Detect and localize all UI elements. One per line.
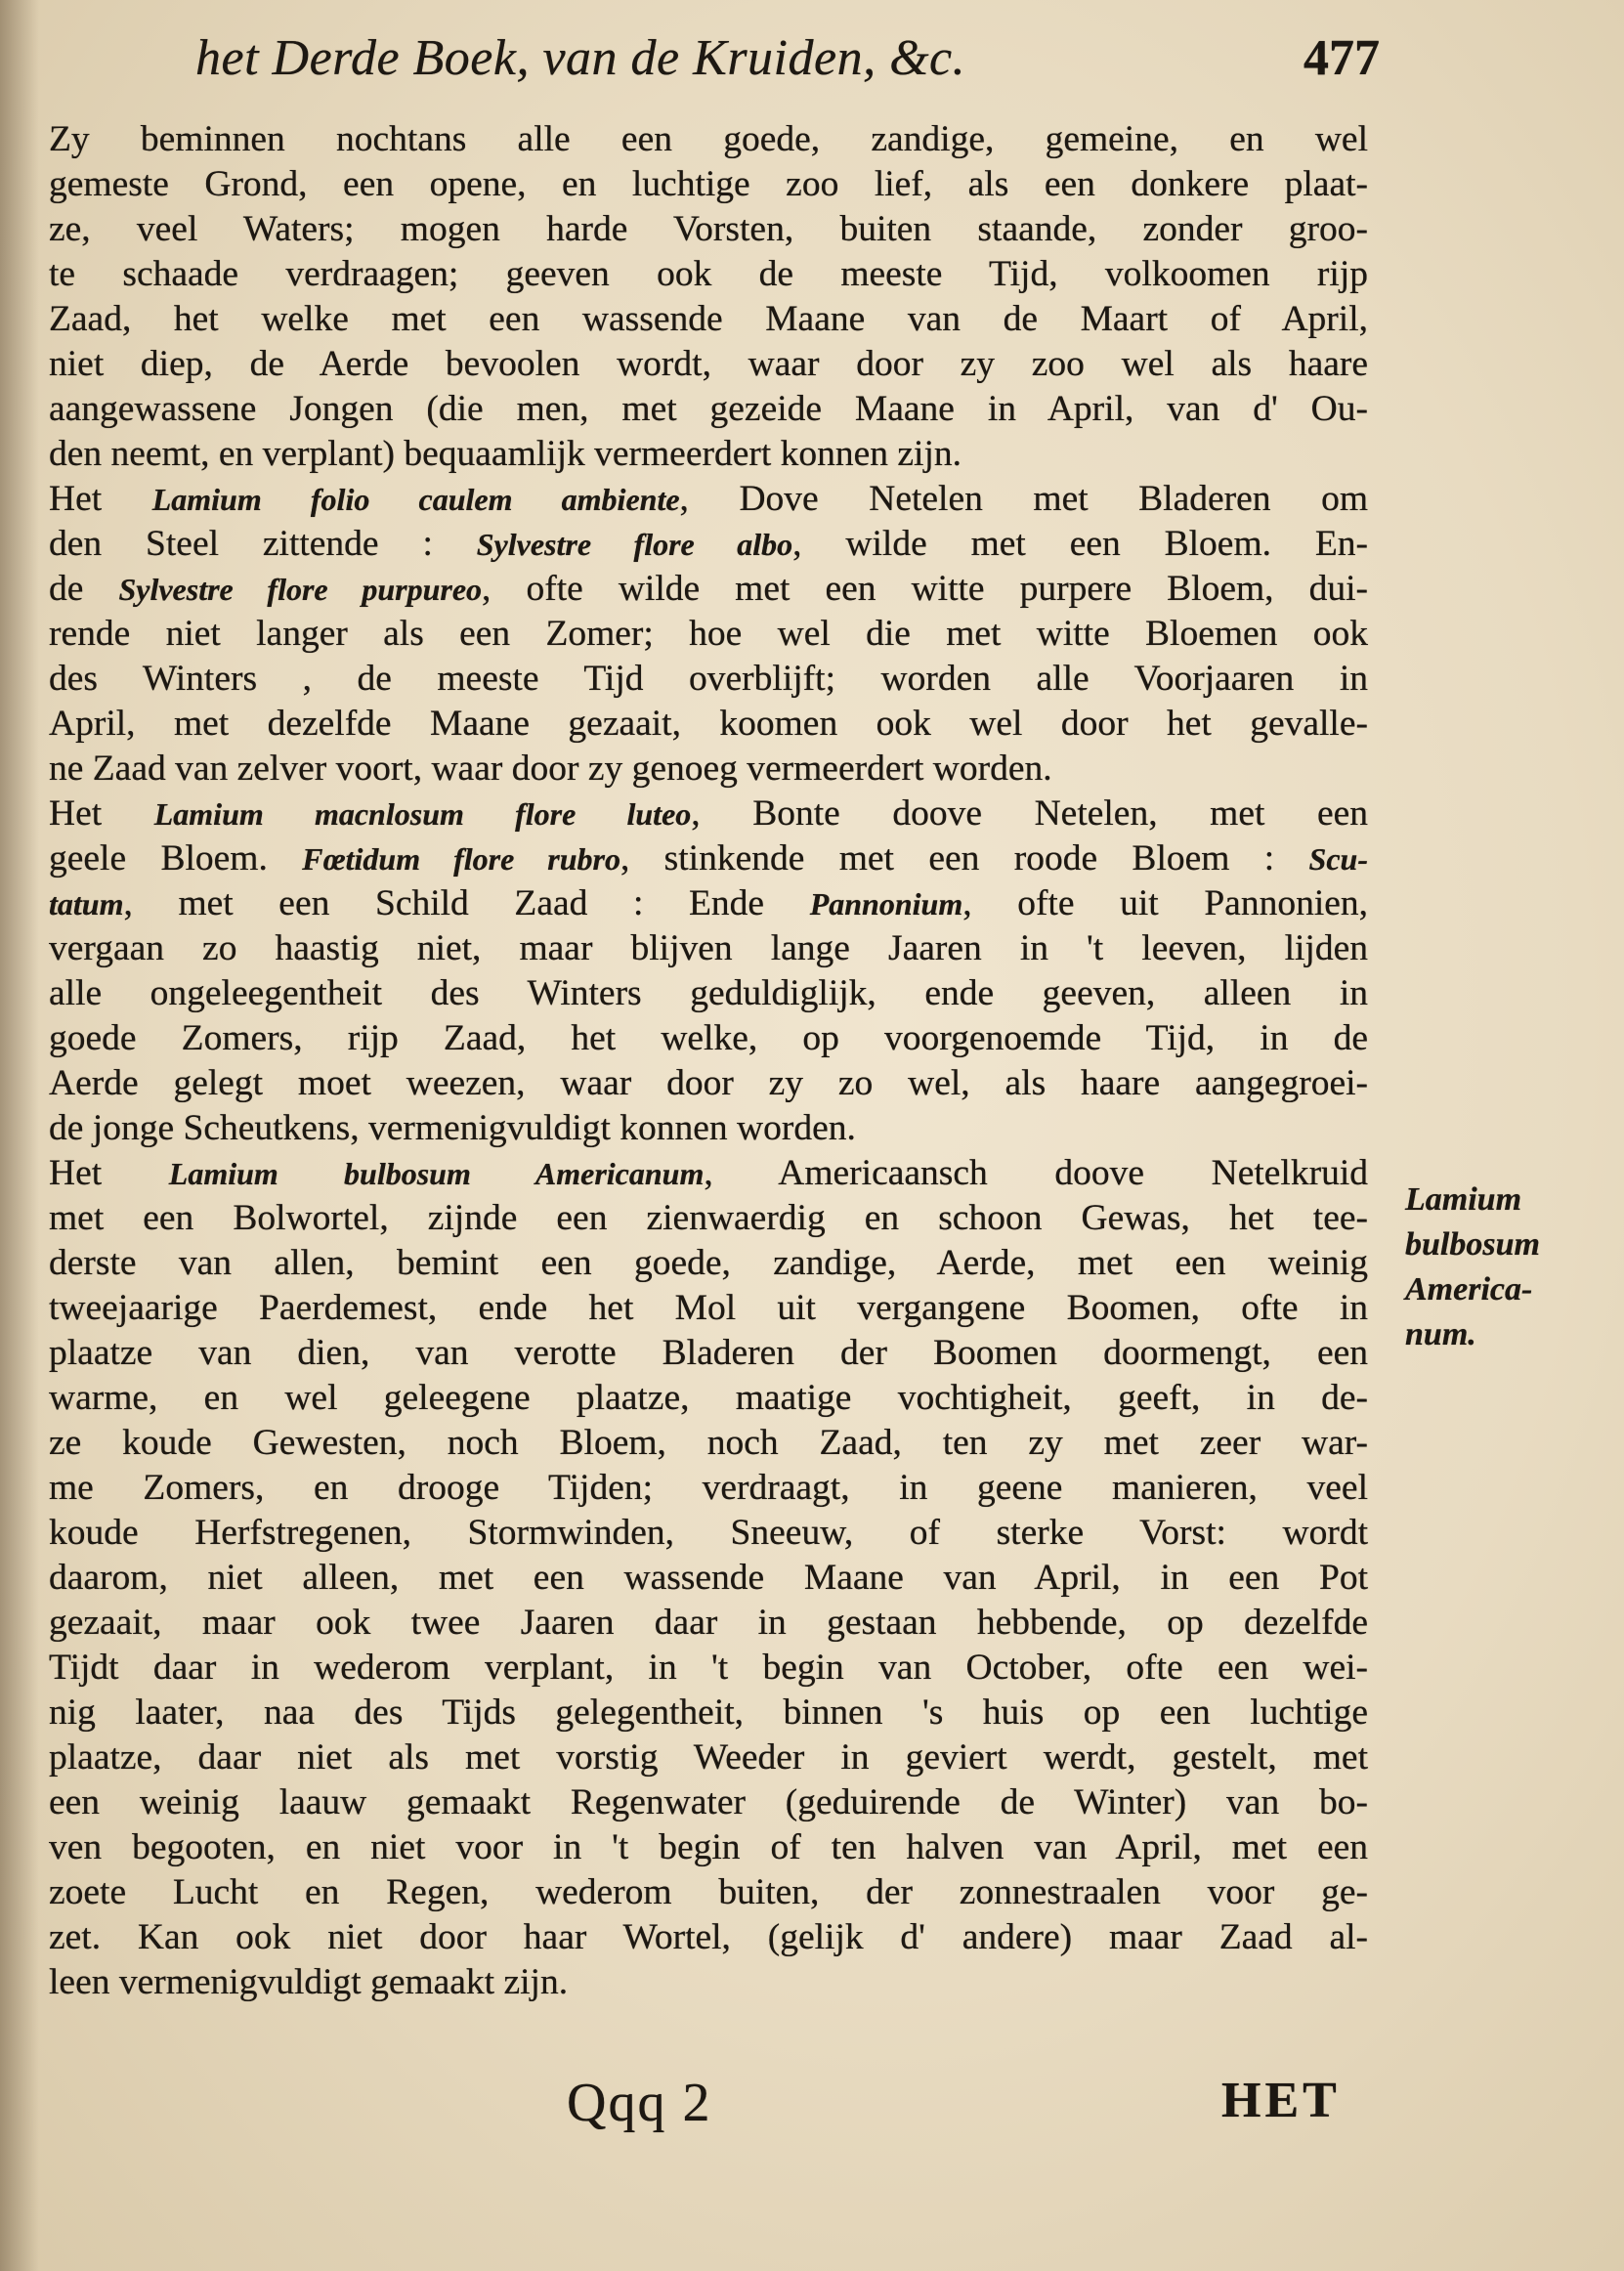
text-segment: rende niet langer als een Zomer; hoe wel die met witte Bloemen ook — [49, 614, 1368, 654]
text-segment: me Zomers, en drooge Tijden; verdraagt, in geene manieren, veel — [49, 1468, 1368, 1508]
text-segment: gemeste Grond, een opene, en luchtige zoo lief, als een donkere plaat- — [49, 164, 1368, 204]
text-line — [49, 1646, 1368, 1691]
text-line — [49, 971, 1368, 1016]
margin-note — [1405, 1178, 1601, 1357]
text-segment: Het — [49, 479, 152, 519]
text-line — [49, 432, 1368, 477]
text-line — [49, 387, 1368, 432]
text-line — [49, 1016, 1368, 1061]
latin-name: Fœtidum flore rubro — [302, 841, 620, 877]
text-segment: daarom, niet alleen, met een wassende Maane van April, in een Pot — [49, 1558, 1368, 1598]
running-head: het Derde Boek, van de Kruiden, &c. — [195, 30, 966, 86]
text-line — [49, 117, 1368, 162]
text-segment: een weinig laauw gemaakt Regenwater (geduirende de Winter) van bo- — [49, 1782, 1368, 1822]
text-line — [49, 1780, 1368, 1825]
text-segment: ven begooten, en niet voor in 't begin of ten halven van April, met een — [49, 1827, 1368, 1867]
text-line — [49, 836, 1368, 881]
text-segment: ne Zaad van zelver voort, waar door zy genoeg vermeerdert worden. — [49, 749, 1052, 789]
text-segment: derste van allen, bemint een goede, zandige, Aerde, met een weinig — [49, 1243, 1368, 1283]
text-segment: , ofte uit Pannonien, — [962, 883, 1369, 923]
gutter-shadow — [0, 0, 39, 2271]
text-segment: , ofte wilde met een witte purpere Bloem, dui- — [482, 569, 1369, 609]
latin-name: Sylvestre flore albo — [476, 527, 793, 562]
text-segment: zoete Lucht en Regen, wederom buiten, der zonnestraalen voor ge- — [49, 1872, 1368, 1912]
text-segment: de jonge Scheutkens, vermenigvuldigt konnen worden. — [49, 1108, 856, 1148]
text-segment: warme, en wel geleegene plaatze, maatige vochtigheit, geeft, in de- — [49, 1378, 1368, 1418]
text-segment: plaatze van dien, van verotte Bladeren der Boomen doormengt, een — [49, 1333, 1368, 1373]
text-segment: nig laater, naa des Tijds gelegentheit, binnen 's huis op een luchtige — [49, 1693, 1368, 1733]
text-segment: aangewassene Jongen (die men, met gezeide Maane in April, van d' Ou- — [49, 389, 1368, 429]
text-segment: Het — [49, 1153, 169, 1193]
margin-note-line: America- — [1405, 1271, 1533, 1307]
text-segment: , Bonte doove Netelen, met een — [691, 793, 1368, 834]
text-line — [49, 1735, 1368, 1780]
text-segment: ze, veel Waters; mogen harde Vorsten, buiten staande, zonder groo- — [49, 209, 1368, 249]
latin-name: Pannonium — [809, 886, 963, 921]
latin-name: Scu- — [1308, 841, 1368, 877]
text-line — [49, 657, 1368, 702]
text-line — [49, 207, 1368, 252]
text-line — [49, 881, 1368, 926]
text-line — [49, 1241, 1368, 1286]
body-text — [49, 117, 1368, 2005]
text-line — [49, 162, 1368, 207]
text-segment: koude Herfstregenen, Stormwinden, Sneeuw, of sterke Vorst: wordt — [49, 1513, 1368, 1553]
text-segment: , wilde met een Bloem. En- — [792, 524, 1369, 564]
text-segment: Zaad, het welke met een wassende Maane van de Maart of April, — [49, 299, 1368, 339]
latin-name: Lamium macnlosum flore luteo — [153, 796, 692, 832]
text-line — [49, 926, 1368, 971]
text-line — [49, 1556, 1368, 1601]
text-segment: tweejaarige Paerdemest, ende het Mol uit vergangene Boomen, ofte in — [49, 1288, 1368, 1328]
text-line — [49, 297, 1368, 342]
text-segment: Het — [49, 793, 154, 834]
text-segment: alle ongeleegentheit des Winters geduldiglijk, ende geeven, alleen in — [49, 973, 1368, 1013]
latin-name: tatum — [49, 886, 124, 921]
text-line — [49, 1466, 1368, 1511]
text-segment: met een Bolwortel, zijnde een zienwaerdig en schoon Gewas, het tee- — [49, 1198, 1368, 1238]
text-line — [49, 567, 1368, 612]
text-line — [49, 1870, 1368, 1915]
text-segment: te schaade verdraagen; geeven ook de meeste Tijd, volkoomen rijp — [49, 254, 1368, 294]
text-segment: gezaait, maar ook twee Jaaren daar in gestaan hebbende, op dezelfde — [49, 1603, 1368, 1643]
text-line — [49, 477, 1368, 522]
catchword: HET — [1221, 2073, 1341, 2128]
text-segment: geele Bloem. — [49, 838, 303, 878]
text-line — [49, 1331, 1368, 1376]
text-line — [49, 1601, 1368, 1646]
text-segment: , Americaansch doove Netelkruid — [704, 1153, 1368, 1193]
text-line — [49, 702, 1368, 747]
page-footer — [0, 2072, 1624, 2150]
text-segment: , Dove Netelen met Bladeren om — [679, 479, 1368, 519]
margin-note-line: bulbosum — [1405, 1226, 1540, 1263]
text-segment: Aerde gelegt moet weezen, waar door zy zo wel, als haare aangegroei- — [49, 1063, 1368, 1103]
latin-name: Lamium bulbosum Americanum — [168, 1156, 705, 1191]
text-segment: de — [49, 569, 119, 609]
text-segment: Zy beminnen nochtans alle een goede, zandige, gemeine, en wel — [49, 119, 1368, 159]
text-line — [49, 747, 1368, 792]
text-line — [49, 1196, 1368, 1241]
text-line — [49, 342, 1368, 387]
margin-note-line: num. — [1405, 1316, 1476, 1352]
text-line — [49, 1286, 1368, 1331]
text-line — [49, 1151, 1368, 1196]
text-segment: den neemt, en verplant) bequaamlijk vermeerdert konnen zijn. — [49, 434, 962, 474]
text-line — [49, 1691, 1368, 1735]
text-line — [49, 1421, 1368, 1466]
latin-name: Lamium folio caulem ambiente — [151, 482, 680, 517]
text-segment: April, met dezelfde Maane gezaait, koomen ook wel door het gevalle- — [49, 704, 1368, 744]
text-segment: zet. Kan ook niet door haar Wortel, (gelijk d' andere) maar Zaad al- — [49, 1917, 1368, 1957]
text-line — [49, 1376, 1368, 1421]
page-number: 477 — [1303, 30, 1380, 86]
text-line — [49, 1511, 1368, 1556]
text-line — [49, 1106, 1368, 1151]
text-segment: vergaan zo haastig niet, maar blijven lange Jaaren in 't leeven, lijden — [49, 928, 1368, 968]
text-line — [49, 1825, 1368, 1870]
text-segment: plaatze, daar niet als met vorstig Weeder in geviert werdt, gestelt, met — [49, 1737, 1368, 1778]
text-line — [49, 1061, 1368, 1106]
text-segment: ze koude Gewesten, noch Bloem, noch Zaad, ten zy met zeer war- — [49, 1423, 1368, 1463]
text-segment: niet diep, de Aerde bevoolen wordt, waar door zy zoo wel als haare — [49, 344, 1368, 384]
text-line — [49, 792, 1368, 836]
text-segment: , met een Schild Zaad : Ende — [123, 883, 810, 923]
text-line — [49, 252, 1368, 297]
text-segment: Tijdt daar in wederom verplant, in 't begin van October, ofte een wei- — [49, 1648, 1368, 1688]
text-line — [49, 1960, 1368, 2005]
text-segment: den Steel zittende : — [49, 524, 477, 564]
margin-note-line: Lamium — [1405, 1181, 1522, 1218]
signature-mark: Qqq 2 — [567, 2073, 712, 2133]
text-line — [49, 612, 1368, 657]
text-segment: , stinkende met een roode Bloem : — [620, 838, 1309, 878]
text-segment: des Winters , de meeste Tijd overblijft; worden alle Voorjaaren in — [49, 659, 1368, 699]
text-line — [49, 1915, 1368, 1960]
latin-name: Sylvestre flore purpureo — [118, 572, 483, 607]
text-segment: leen vermenigvuldigt gemaakt zijn. — [49, 1962, 569, 2002]
text-segment: goede Zomers, rijp Zaad, het welke, op voorgenoemde Tijd, in de — [49, 1018, 1368, 1058]
text-line — [49, 522, 1368, 567]
page-header — [195, 29, 1380, 98]
